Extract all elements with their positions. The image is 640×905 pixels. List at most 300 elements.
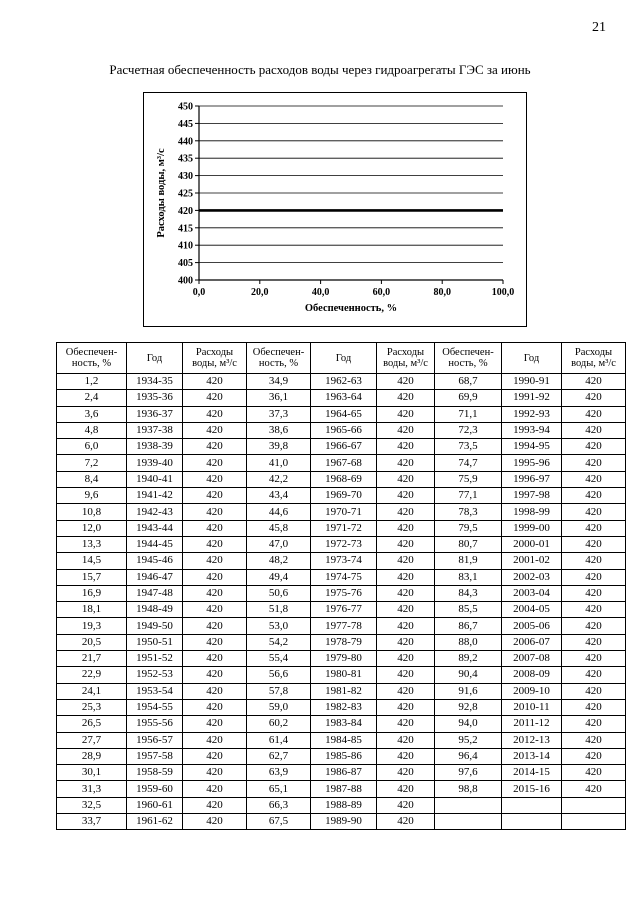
table-cell: 4,8 — [57, 422, 127, 438]
column-header: Обеспечен-ность, % — [435, 343, 502, 374]
table-row — [57, 797, 626, 813]
table-cell: 1998-99 — [502, 504, 562, 520]
table-row — [57, 814, 626, 830]
table-cell: 420 — [562, 602, 626, 618]
table-row — [57, 390, 626, 406]
table-cell: 55,4 — [247, 651, 311, 667]
table-cell: 1952-53 — [127, 667, 183, 683]
table-cell: 1953-54 — [127, 683, 183, 699]
table-cell: 1987-88 — [311, 781, 377, 797]
table-cell: 420 — [377, 667, 435, 683]
table-cell: 420 — [562, 504, 626, 520]
table-cell: 420 — [377, 618, 435, 634]
table-cell: 1967-68 — [311, 455, 377, 471]
table-cell: 420 — [562, 732, 626, 748]
column-header: Расходы воды, м³/с — [183, 343, 247, 374]
table-cell: 26,5 — [57, 716, 127, 732]
table-row — [57, 683, 626, 699]
table-cell: 2013-14 — [502, 748, 562, 764]
table-cell: 1972-73 — [311, 536, 377, 552]
table-cell: 78,3 — [435, 504, 502, 520]
table-cell: 32,5 — [57, 797, 127, 813]
table-cell: 2007-08 — [502, 651, 562, 667]
y-tick-label: 440 — [178, 136, 193, 148]
table-cell: 43,4 — [247, 488, 311, 504]
table-cell: 9,6 — [57, 488, 127, 504]
table-cell: 420 — [183, 781, 247, 797]
table-cell: 2011-12 — [502, 716, 562, 732]
table-cell: 420 — [562, 406, 626, 422]
table-cell: 420 — [183, 765, 247, 781]
table-cell: 38,6 — [247, 422, 311, 438]
y-tick-label: 450 — [178, 101, 193, 113]
table-row — [57, 455, 626, 471]
table-cell: 420 — [183, 390, 247, 406]
table-cell: 1962-63 — [311, 374, 377, 390]
table-cell: 90,4 — [435, 667, 502, 683]
table-cell: 79,5 — [435, 520, 502, 536]
table-cell: 21,7 — [57, 651, 127, 667]
table-cell: 13,3 — [57, 536, 127, 552]
table-row — [57, 748, 626, 764]
table-cell: 420 — [183, 374, 247, 390]
column-header: Расходы воды, м³/с — [562, 343, 626, 374]
table-cell: 85,5 — [435, 602, 502, 618]
table-cell: 420 — [377, 520, 435, 536]
table-cell: 1966-67 — [311, 439, 377, 455]
table-cell: 49,4 — [247, 569, 311, 585]
table-cell: 2006-07 — [502, 634, 562, 650]
table-cell: 1993-94 — [502, 422, 562, 438]
table-cell: 47,0 — [247, 536, 311, 552]
table-cell: 420 — [377, 651, 435, 667]
table-cell: 1955-56 — [127, 716, 183, 732]
table-cell: 1,2 — [57, 374, 127, 390]
table-cell: 73,5 — [435, 439, 502, 455]
table-cell: 63,9 — [247, 765, 311, 781]
table-cell: 420 — [562, 390, 626, 406]
table-cell: 98,8 — [435, 781, 502, 797]
table-cell: 420 — [377, 732, 435, 748]
table-cell: 420 — [377, 488, 435, 504]
table-row — [57, 422, 626, 438]
chart-plot — [144, 93, 526, 326]
table-cell: 28,9 — [57, 748, 127, 764]
y-tick-label: 415 — [178, 223, 193, 235]
table-cell: 18,1 — [57, 602, 127, 618]
table-cell: 1938-39 — [127, 439, 183, 455]
table-cell: 92,8 — [435, 699, 502, 715]
column-header: Год — [311, 343, 377, 374]
table-cell: 1937-38 — [127, 422, 183, 438]
table-row — [57, 781, 626, 797]
table-cell: 420 — [377, 390, 435, 406]
table-cell: 15,7 — [57, 569, 127, 585]
table-row — [57, 732, 626, 748]
table-cell: 2008-09 — [502, 667, 562, 683]
table-row — [57, 765, 626, 781]
table-cell: 3,6 — [57, 406, 127, 422]
table-cell: 20,5 — [57, 634, 127, 650]
table-cell: 1996-97 — [502, 471, 562, 487]
table-cell: 420 — [183, 748, 247, 764]
column-header: Обеспечен-ность, % — [57, 343, 127, 374]
table-cell: 420 — [377, 797, 435, 813]
table-row — [57, 439, 626, 455]
table-cell: 94,0 — [435, 716, 502, 732]
table-cell: 420 — [183, 455, 247, 471]
table-row — [57, 488, 626, 504]
table-cell: 1997-98 — [502, 488, 562, 504]
table-cell: 12,0 — [57, 520, 127, 536]
table-cell: 56,6 — [247, 667, 311, 683]
table-cell: 420 — [562, 716, 626, 732]
table-cell: 1989-90 — [311, 814, 377, 830]
table-cell: 420 — [562, 569, 626, 585]
table-cell: 420 — [562, 748, 626, 764]
table-cell: 420 — [377, 699, 435, 715]
table-cell: 51,8 — [247, 602, 311, 618]
table-cell: 2004-05 — [502, 602, 562, 618]
table-cell: 420 — [377, 765, 435, 781]
table-cell: 2002-03 — [502, 569, 562, 585]
table-cell: 27,7 — [57, 732, 127, 748]
table-cell: 57,8 — [247, 683, 311, 699]
table-cell: 420 — [377, 471, 435, 487]
table-cell: 30,1 — [57, 765, 127, 781]
table-cell: 420 — [183, 569, 247, 585]
x-tick-label: 40,0 — [311, 287, 330, 298]
table-cell: 1945-46 — [127, 553, 183, 569]
chart-frame — [143, 92, 527, 327]
table-cell: 1969-70 — [311, 488, 377, 504]
table-cell: 420 — [377, 814, 435, 830]
table-cell: 1941-42 — [127, 488, 183, 504]
table-cell: 420 — [562, 634, 626, 650]
table-cell: 1980-81 — [311, 667, 377, 683]
table-cell: 420 — [562, 536, 626, 552]
table-cell: 88,0 — [435, 634, 502, 650]
table-cell: 1965-66 — [311, 422, 377, 438]
table-cell: 1974-75 — [311, 569, 377, 585]
table-cell: 420 — [183, 504, 247, 520]
table-cell — [435, 797, 502, 813]
table-cell: 420 — [183, 585, 247, 601]
table-cell — [562, 797, 626, 813]
table-cell: 45,8 — [247, 520, 311, 536]
table-cell: 1961-62 — [127, 814, 183, 830]
table-cell: 1982-83 — [311, 699, 377, 715]
table-cell: 54,2 — [247, 634, 311, 650]
table-cell: 1994-95 — [502, 439, 562, 455]
table-cell — [502, 814, 562, 830]
table-cell: 1960-61 — [127, 797, 183, 813]
table-cell: 420 — [183, 520, 247, 536]
table-cell: 1936-37 — [127, 406, 183, 422]
table-cell: 420 — [377, 569, 435, 585]
table-cell: 1963-64 — [311, 390, 377, 406]
table-cell: 420 — [183, 699, 247, 715]
table-row — [57, 406, 626, 422]
table-cell: 1959-60 — [127, 781, 183, 797]
table-row — [57, 553, 626, 569]
x-tick-label: 20,0 — [251, 287, 269, 298]
table-row — [57, 585, 626, 601]
table-cell: 1939-40 — [127, 455, 183, 471]
table-cell: 420 — [377, 406, 435, 422]
column-header: Расходы воды, м³/с — [377, 343, 435, 374]
y-tick-label: 410 — [178, 240, 193, 252]
table-row — [57, 667, 626, 683]
table-cell: 68,7 — [435, 374, 502, 390]
y-tick-label: 400 — [178, 275, 193, 287]
table-cell: 420 — [183, 618, 247, 634]
column-header: Год — [502, 343, 562, 374]
table-cell: 1951-52 — [127, 651, 183, 667]
table-cell: 1999-00 — [502, 520, 562, 536]
table-cell: 61,4 — [247, 732, 311, 748]
table-cell: 1978-79 — [311, 634, 377, 650]
table-cell: 1971-72 — [311, 520, 377, 536]
table-cell: 7,2 — [57, 455, 127, 471]
table-cell: 95,2 — [435, 732, 502, 748]
table-cell: 1976-77 — [311, 602, 377, 618]
table-cell: 24,1 — [57, 683, 127, 699]
table-cell: 2015-16 — [502, 781, 562, 797]
table-cell — [562, 814, 626, 830]
table-cell: 1958-59 — [127, 765, 183, 781]
table-cell: 420 — [562, 488, 626, 504]
table-header-row — [57, 343, 626, 374]
table-cell: 91,6 — [435, 683, 502, 699]
table-cell: 1981-82 — [311, 683, 377, 699]
table-cell: 89,2 — [435, 651, 502, 667]
table-cell: 67,5 — [247, 814, 311, 830]
table-cell: 420 — [562, 683, 626, 699]
table-cell: 420 — [377, 504, 435, 520]
table-cell: 420 — [183, 651, 247, 667]
table-cell: 1995-96 — [502, 455, 562, 471]
table-cell: 420 — [377, 781, 435, 797]
table-cell: 1940-41 — [127, 471, 183, 487]
table-cell: 420 — [377, 553, 435, 569]
table-cell: 74,7 — [435, 455, 502, 471]
table-cell: 420 — [377, 602, 435, 618]
table-cell: 1934-35 — [127, 374, 183, 390]
table-cell: 2001-02 — [502, 553, 562, 569]
table-cell: 420 — [183, 602, 247, 618]
table-cell: 77,1 — [435, 488, 502, 504]
table-cell: 69,9 — [435, 390, 502, 406]
table-cell: 75,9 — [435, 471, 502, 487]
table-cell: 39,8 — [247, 439, 311, 455]
table-cell: 420 — [562, 618, 626, 634]
table-cell: 16,9 — [57, 585, 127, 601]
table-cell: 96,4 — [435, 748, 502, 764]
table-row — [57, 520, 626, 536]
table-cell: 420 — [377, 422, 435, 438]
table-cell: 2003-04 — [502, 585, 562, 601]
table-cell: 59,0 — [247, 699, 311, 715]
table-cell: 8,4 — [57, 471, 127, 487]
table-cell: 1944-45 — [127, 536, 183, 552]
table-cell: 60,2 — [247, 716, 311, 732]
table-row — [57, 716, 626, 732]
table-cell: 2,4 — [57, 390, 127, 406]
table-cell — [435, 814, 502, 830]
table-cell: 1979-80 — [311, 651, 377, 667]
table-cell: 84,3 — [435, 585, 502, 601]
table-cell: 2009-10 — [502, 683, 562, 699]
table-cell: 420 — [377, 748, 435, 764]
table-cell: 420 — [562, 374, 626, 390]
table-cell: 420 — [562, 553, 626, 569]
table-cell: 420 — [562, 699, 626, 715]
table-cell: 1935-36 — [127, 390, 183, 406]
table-cell: 31,3 — [57, 781, 127, 797]
table-cell: 1949-50 — [127, 618, 183, 634]
table-cell: 420 — [562, 471, 626, 487]
table-cell: 1988-89 — [311, 797, 377, 813]
table-cell: 1954-55 — [127, 699, 183, 715]
y-tick-label: 425 — [178, 188, 193, 200]
table-cell: 420 — [183, 536, 247, 552]
x-tick-label: 100,0 — [491, 287, 515, 298]
table-cell: 420 — [377, 439, 435, 455]
table-cell: 1943-44 — [127, 520, 183, 536]
table-cell: 66,3 — [247, 797, 311, 813]
table-row — [57, 471, 626, 487]
table-cell: 86,7 — [435, 618, 502, 634]
x-axis-title: Обеспеченность, % — [304, 303, 398, 314]
table-cell: 1946-47 — [127, 569, 183, 585]
table-cell: 420 — [377, 585, 435, 601]
table-cell: 420 — [377, 455, 435, 471]
table-cell: 1984-85 — [311, 732, 377, 748]
table-cell: 22,9 — [57, 667, 127, 683]
table-cell: 36,1 — [247, 390, 311, 406]
table-cell: 50,6 — [247, 585, 311, 601]
table-row — [57, 602, 626, 618]
table-cell: 420 — [183, 716, 247, 732]
table-row — [57, 651, 626, 667]
table-cell: 420 — [377, 374, 435, 390]
table-cell: 83,1 — [435, 569, 502, 585]
table-cell: 420 — [562, 439, 626, 455]
table-cell: 1992-93 — [502, 406, 562, 422]
table-cell: 2010-11 — [502, 699, 562, 715]
table-cell: 33,7 — [57, 814, 127, 830]
table-cell: 37,3 — [247, 406, 311, 422]
table-row — [57, 504, 626, 520]
table-cell: 420 — [183, 471, 247, 487]
table-cell: 420 — [183, 488, 247, 504]
table-cell: 1956-57 — [127, 732, 183, 748]
y-tick-label: 405 — [178, 258, 193, 270]
table-cell: 2014-15 — [502, 765, 562, 781]
table-cell: 1957-58 — [127, 748, 183, 764]
table-cell: 10,8 — [57, 504, 127, 520]
table-row — [57, 536, 626, 552]
table-cell: 25,3 — [57, 699, 127, 715]
table-cell: 420 — [183, 667, 247, 683]
y-axis-title: Расходы воды, м³/с — [156, 148, 167, 238]
table-cell: 71,1 — [435, 406, 502, 422]
table-row — [57, 374, 626, 390]
table-cell: 62,7 — [247, 748, 311, 764]
page-number: 21 — [592, 20, 606, 35]
table-cell: 1950-51 — [127, 634, 183, 650]
table-row — [57, 699, 626, 715]
table-cell: 2005-06 — [502, 618, 562, 634]
table-cell: 1942-43 — [127, 504, 183, 520]
table-cell: 420 — [183, 422, 247, 438]
table-cell: 420 — [183, 406, 247, 422]
table-cell: 420 — [183, 732, 247, 748]
table-cell: 1977-78 — [311, 618, 377, 634]
data-table — [56, 342, 626, 830]
table-cell: 420 — [562, 781, 626, 797]
x-tick-label: 60,0 — [372, 287, 391, 298]
table-cell: 41,0 — [247, 455, 311, 471]
x-tick-label: 80,0 — [433, 287, 451, 298]
table-cell: 420 — [562, 765, 626, 781]
table-cell: 65,1 — [247, 781, 311, 797]
chart-title: Расчетная обеспеченность расходов воды через гидроагрегаты ГЭС за июнь — [109, 62, 531, 77]
y-tick-label: 445 — [178, 118, 193, 130]
table-cell: 42,2 — [247, 471, 311, 487]
table-cell: 1947-48 — [127, 585, 183, 601]
table-cell: 420 — [183, 439, 247, 455]
y-tick-label: 420 — [178, 205, 193, 217]
table-cell: 1983-84 — [311, 716, 377, 732]
table-cell: 420 — [562, 667, 626, 683]
table-cell: 2000-01 — [502, 536, 562, 552]
table-cell: 420 — [183, 683, 247, 699]
table-cell: 420 — [183, 797, 247, 813]
table-cell: 420 — [183, 634, 247, 650]
table-cell: 420 — [183, 814, 247, 830]
table-cell: 1991-92 — [502, 390, 562, 406]
table-cell: 1990-91 — [502, 374, 562, 390]
table-cell: 1968-69 — [311, 471, 377, 487]
table-cell: 420 — [562, 422, 626, 438]
table-cell: 81,9 — [435, 553, 502, 569]
table-cell: 1948-49 — [127, 602, 183, 618]
table-cell: 420 — [377, 536, 435, 552]
table-cell: 19,3 — [57, 618, 127, 634]
table-cell: 2012-13 — [502, 732, 562, 748]
table-cell: 420 — [562, 585, 626, 601]
table-cell: 80,7 — [435, 536, 502, 552]
table-cell: 1986-87 — [311, 765, 377, 781]
table-cell: 420 — [562, 651, 626, 667]
table-cell: 1973-74 — [311, 553, 377, 569]
table-cell: 1970-71 — [311, 504, 377, 520]
table-cell: 72,3 — [435, 422, 502, 438]
table-cell: 420 — [562, 455, 626, 471]
column-header: Год — [127, 343, 183, 374]
table-cell: 1964-65 — [311, 406, 377, 422]
table-row — [57, 634, 626, 650]
table-cell: 97,6 — [435, 765, 502, 781]
table-cell: 1985-86 — [311, 748, 377, 764]
table-cell: 14,5 — [57, 553, 127, 569]
table-cell: 44,6 — [247, 504, 311, 520]
y-tick-label: 435 — [178, 153, 193, 165]
table-cell: 34,9 — [247, 374, 311, 390]
table-cell: 420 — [377, 683, 435, 699]
